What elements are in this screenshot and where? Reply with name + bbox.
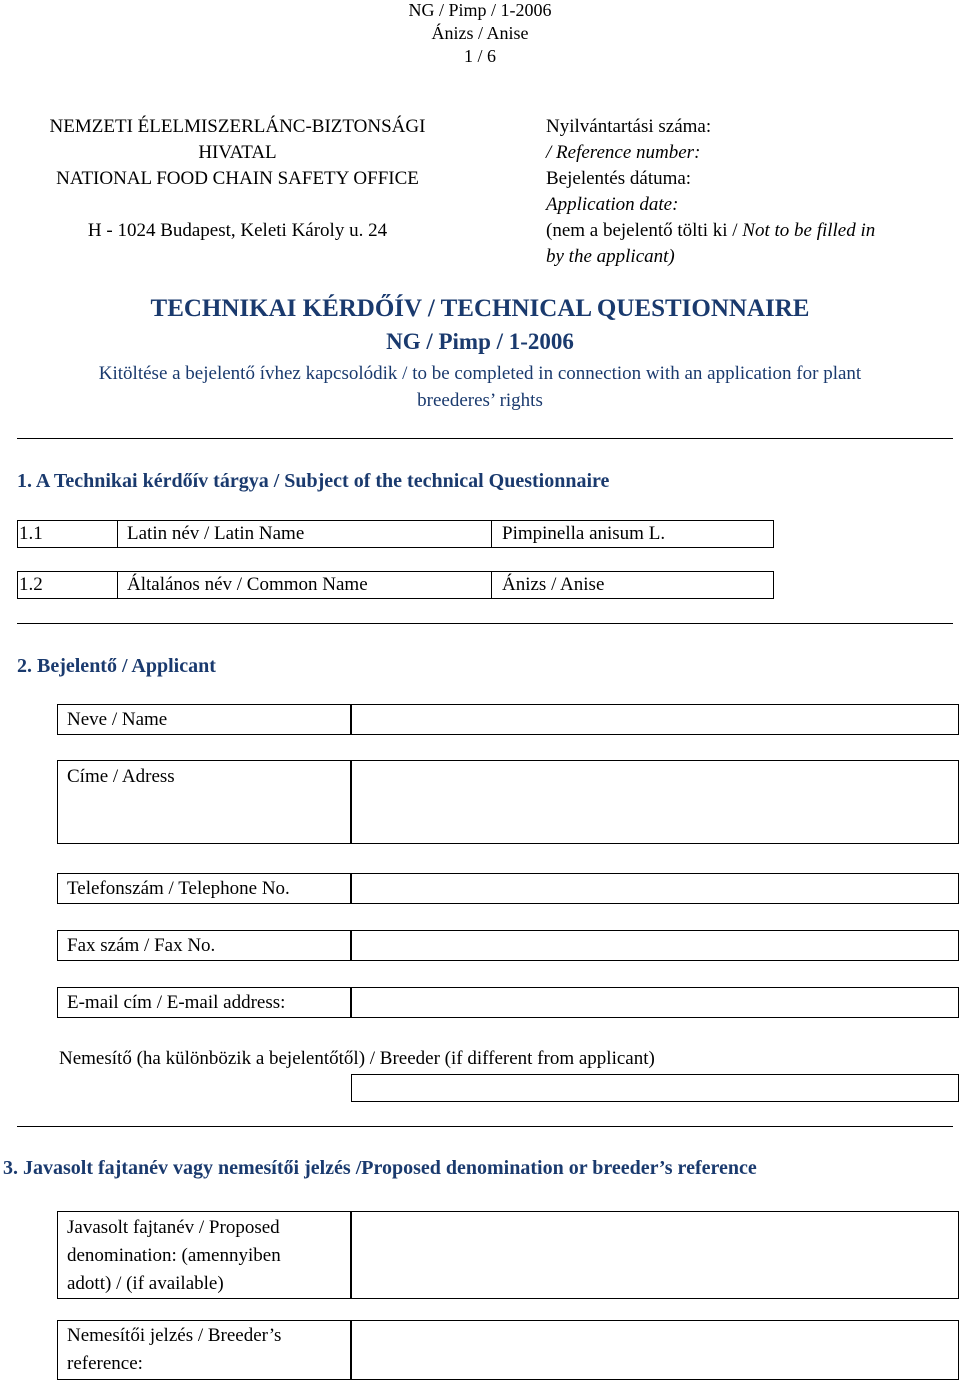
latin-name-label: Latin név / Latin Name: [127, 523, 305, 544]
breeder-reference-label: [67, 1322, 281, 1378]
email-field[interactable]: [351, 987, 959, 1018]
questionnaire-code: NG / Pimp / 1-2006: [386, 329, 574, 354]
telephone-field[interactable]: [351, 873, 959, 904]
fax-field[interactable]: [351, 930, 959, 961]
divider: [491, 520, 492, 548]
breeder-reference-label-line-1: Nemesítői jelzés / Breeder’s: [67, 1325, 282, 1346]
divider: [117, 520, 118, 548]
page-header-code: NG / Pimp / 1-2006: [408, 0, 552, 20]
questionnaire-subtitle-2: breederes’ rights: [417, 390, 543, 411]
office-use-note-1: (nem a bejelentő tölti ki / Not to be filled in: [546, 220, 876, 241]
proposed-denomination-label-line-1: Javasolt fajtanév / Proposed: [67, 1217, 280, 1238]
telephone-label: Telefonszám / Telephone No.: [67, 878, 290, 899]
proposed-denomination-label-line-2: denomination: (amennyiben: [67, 1245, 281, 1266]
reference-number-label-en: / Reference number:: [546, 142, 701, 163]
latin-name-value: Pimpinella anisum L.: [502, 523, 666, 544]
breeder-reference-field[interactable]: [351, 1320, 959, 1380]
questionnaire-title: TECHNIKAI KÉRDŐÍV / TECHNICAL QUESTIONNAIRE: [150, 295, 810, 322]
application-date-label-en: Application date:: [546, 194, 679, 215]
divider: [17, 623, 953, 624]
office-name-hu-2: HIVATAL: [198, 142, 277, 163]
applicant-address-label: Címe / Adress: [67, 766, 175, 787]
proposed-denomination-label-line-3: adott) / (if available): [67, 1273, 224, 1294]
questionnaire-subtitle-1: Kitöltése a bejelentő ívhez kapcsolódik / to be completed in connection with an application for plant: [98, 363, 862, 384]
section-2-heading: 2. Bejelentő / Applicant: [17, 655, 216, 677]
applicant-name-label: Neve / Name: [67, 709, 168, 730]
divider: [491, 571, 492, 599]
common-name-number: 1.2: [19, 574, 43, 595]
divider: [117, 571, 118, 599]
reference-number-label-hu: Nyilvántartási száma:: [546, 116, 712, 137]
application-date-label-hu: Bejelentés dátuma:: [546, 168, 692, 189]
common-name-value: Ánizs / Anise: [502, 574, 605, 595]
office-name-en: NATIONAL FOOD CHAIN SAFETY OFFICE: [56, 168, 419, 189]
applicant-address-field[interactable]: [351, 760, 959, 844]
applicant-name-field[interactable]: [351, 704, 959, 735]
office-address: H - 1024 Budapest, Keleti Károly u. 24: [87, 220, 388, 241]
breeder-label: Nemesítő (ha különbözik a bejelentőtől) / Breeder (if different from applicant): [59, 1048, 655, 1069]
office-name-hu-1: NEMZETI ÉLELMISZERLÁNC-BIZTONSÁGI: [49, 116, 426, 137]
latin-name-number: 1.1: [19, 523, 43, 544]
fax-label: Fax szám / Fax No.: [67, 935, 216, 956]
divider: [17, 438, 953, 439]
common-name-label: Általános név / Common Name: [127, 574, 368, 595]
divider: [17, 1126, 953, 1127]
breeder-field[interactable]: [351, 1074, 959, 1102]
office-use-note-2: by the applicant): [546, 246, 675, 267]
proposed-denomination-field[interactable]: [351, 1211, 959, 1299]
section-1-heading: 1. A Technikai kérdőív tárgya / Subject of the technical Questionnaire: [17, 470, 610, 492]
page-number: 1 / 6: [463, 46, 496, 66]
breeder-reference-label-line-2: reference:: [67, 1353, 143, 1374]
email-label: E-mail cím / E-mail address:: [67, 992, 286, 1013]
proposed-denomination-label: [67, 1214, 281, 1298]
page-header-species: Ánizs / Anise: [431, 23, 529, 43]
section-3-heading: 3. Javasolt fajtanév vagy nemesítői jelzés /Proposed denomination or breeder’s reference: [3, 1157, 757, 1179]
